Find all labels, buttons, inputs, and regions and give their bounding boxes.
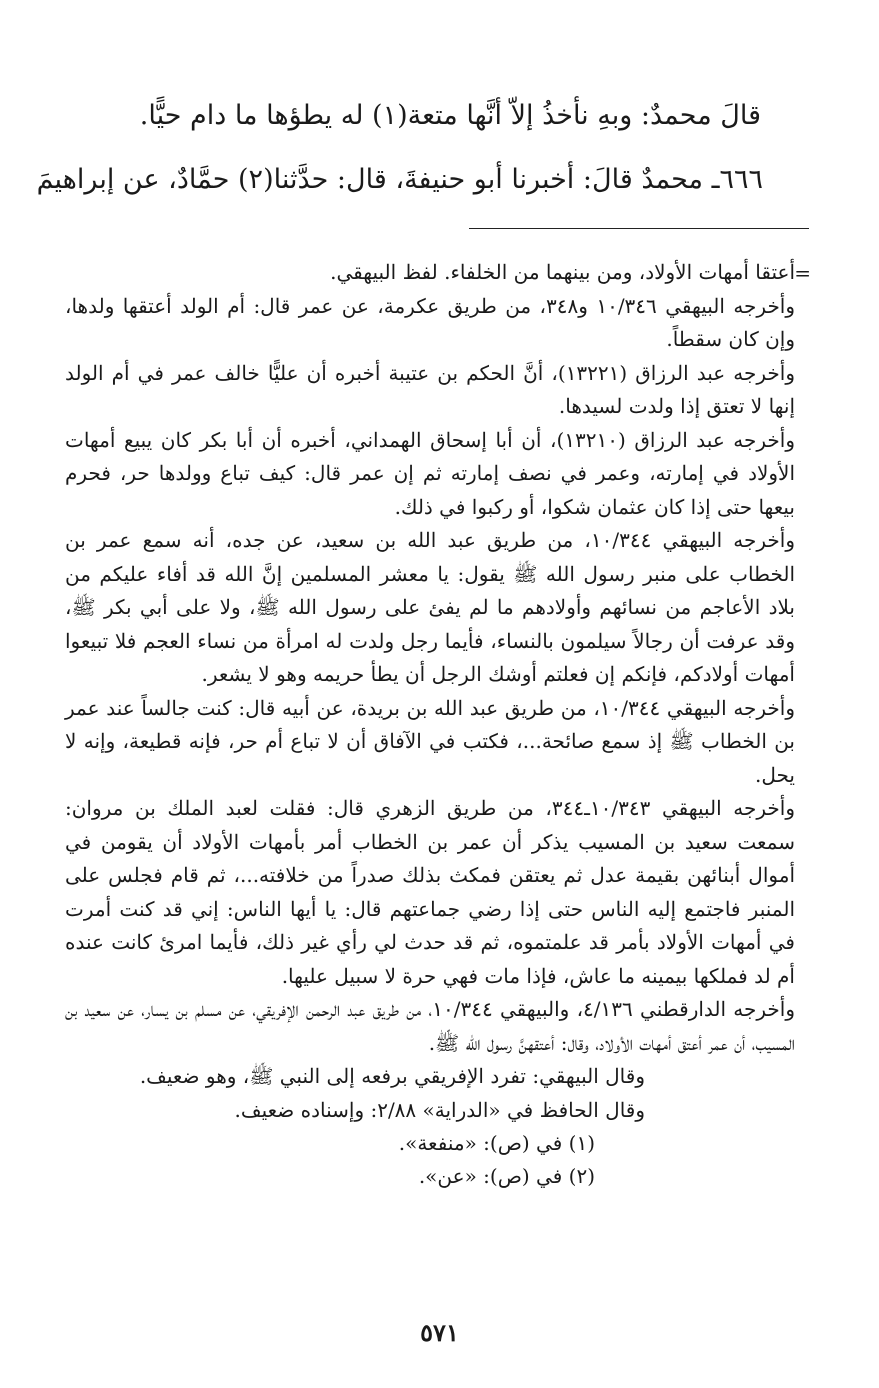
footnote-separator — [469, 228, 809, 229]
main-text-line-1: قالَ محمدٌ: وبهِ نأخذُ إلاّ أنَّها متعة(١) له يطؤها ما دام حيًّا. — [139, 100, 761, 131]
page-number: ٥٧١ — [420, 1318, 459, 1347]
main-text-line-2: ٦٦٦ـ محمدٌ قالَ: أخبرنا أبو حنيفةَ، قال: حدَّثنا(٢) حمَّادٌ، عن إبراهيمَ — [36, 164, 763, 195]
footnote-2: (٢) في (ص): «عن». — [418, 1164, 595, 1188]
commentary-paragraph: وأخرجه عبد الرزاق (١٣٢٢١)، أنَّ الحكم بن عتيبة أخبره أن عليًّا خالف عمر في أم الولد إنها لا تعتق إذا ولدت لسيدها. — [65, 360, 795, 418]
commentary-paragraph: وأخرجه البيهقي ١٠/٣٤٤، من طريق عبد الله بن سعيد، عن جده، أنه سمع عمر بن الخطاب على منبر رسول الله ﷺ يقول: يا معشر المسلمين إنَّ الله قد أفاء عليكم من بلاد الأعاجم من نسائهم وأولادهم ما لم يفئ على رسول الله ﷺ، ولا على أبي بكر ﷺ، وقد عرفت أن رجالاً سيلمون بالنساء، فأيما رجل ولدت له امرأة من نساء العجم فلا تبيعوا أمهات أولادكم، فإنكم إن فعلتم أوشك الرجل أن يطأ حريمه وهو لا يشعر. — [65, 528, 795, 686]
commentary-block — [65, 256, 795, 1193]
continuation-marker: = — [794, 261, 811, 285]
commentary-indented-line: وقال البيهقي: تفرد الإفريقي برفعه إلى النبي ﷺ، وهو ضعيف. — [139, 1064, 645, 1088]
commentary-indented-line: وقال الحافظ في «الدراية» ٢/٨٨: وإسناده ضعيف. — [234, 1097, 645, 1122]
commentary-paragraph: وأخرجه الدارقطني ٤/١٣٦، والبيهقي ١٠/٣٤٤، من طريق عبد الرحمن الإفريقي، عن مسلم بن يسار، عن سعيد بن المسيب، أن عمر أعتق أمهات الأولاد، وقال: أعتقهنَّ رسول الله ﷺ. — [65, 997, 796, 1055]
footnote-1: (١) في (ص): «منفعة». — [398, 1131, 595, 1155]
commentary-paragraph: وأخرجه عبد الرزاق (١٣٢١٠)، أن أبا إسحاق الهمداني، أخبره أن أبا بكر كان يبيع أمهات الأولاد في إمارته، وعمر في نصف إمارته ثم إن عمر قال: كيف تباع وولدها حر، فحرم بيعها حتى إذا كان عثمان شكوا، أو ركبوا في ذلك. — [65, 427, 795, 519]
commentary-paragraph: وأخرجه البيهقي ١٠/٣٤٦ و٣٤٨، من طريق عكرمة، عن عمر قال: أم الولد أعتقها ولدها، وإن كان سقطاً. — [65, 293, 796, 351]
commentary-paragraph: أعتقا أمهات الأولاد، ومن بينهما من الخلفاء. لفظ البيهقي. — [330, 260, 795, 284]
commentary-paragraph: وأخرجه البيهقي ١٠/٣٤٣ـ٣٤٤، من طريق الزهري قال: فقلت لعبد الملك بن مروان: سمعت سعيد بن المسيب يذكر أن عمر بن الخطاب أمر بأمهات الأولاد أن يقومن في أموال أبنائهن بقيمة عدل ثم يعتقن فمكث بذلك صدراً من خلافته...، ثم قام فجلس على المنبر فاجتمع إليه الناس حتى إذا رضي جماعتهم قال: يا أيها الناس: إني قد كنت أمرت في أمهات الأولاد بأمر قد علمتموه، ثم قد حدث لي رأي غير ذلك، فأيما امرئ كانت عنده أم لد فملكها بيمينه ما عاش، فإذا مات فهي حرة لا سبيل عليها. — [65, 796, 795, 988]
commentary-paragraph: وأخرجه البيهقي ١٠/٣٤٤، من طريق عبد الله بن بريدة، عن أبيه قال: كنت جالساً عند عمر بن الخطاب ﷺ إذ سمع صائحة...، فكتب في الآفاق أن لا تباع أم حر، فإنه قطيعة، وإنه لا يحل. — [65, 695, 796, 787]
